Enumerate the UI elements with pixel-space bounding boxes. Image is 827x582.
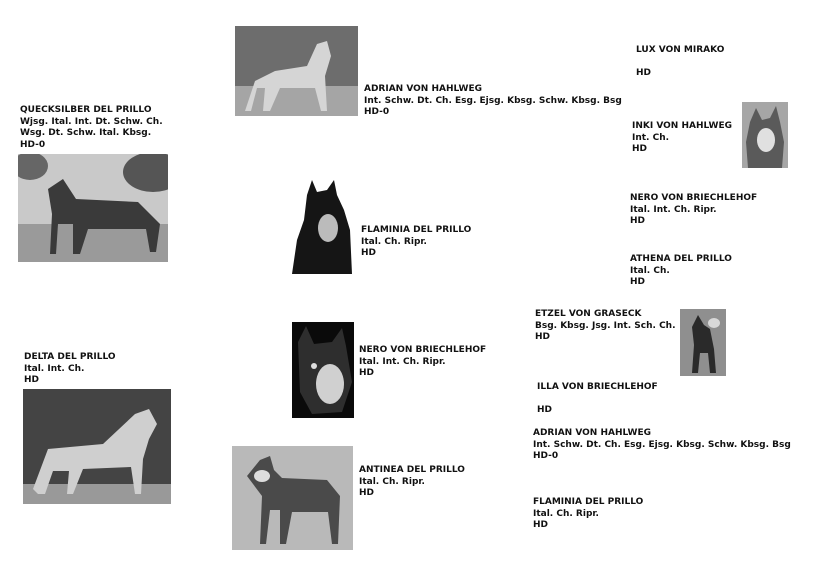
dog-name: LUX VON MIRAKO: [636, 45, 725, 55]
dog-name: FLAMINIA DEL PRILLO: [533, 497, 644, 507]
dog-entry-athena: [630, 254, 732, 289]
dog-entry-adrian-2: [533, 428, 791, 463]
dog-hd: HD: [535, 332, 551, 342]
dog-entry-adrian: [364, 84, 622, 119]
dog-photo-nero: [292, 322, 354, 418]
dog-name: ETZEL VON GRASECK: [535, 309, 642, 319]
dog-titles: Ital. Ch. Ripr.: [359, 476, 425, 487]
dog-hd: HD: [630, 216, 646, 226]
dog-entry-quecksilber: [20, 105, 163, 151]
dog-titles: Wjsg. Ital. Int. Dt. Schw. Ch.: [20, 116, 163, 127]
dog-name: ADRIAN VON HAHLWEG: [533, 428, 651, 438]
dog-hd: HD-0: [364, 107, 390, 117]
dog-photo-adrian: [235, 26, 358, 116]
dog-hd: HD: [533, 520, 549, 530]
dog-titles: Wsg. Dt. Schw. Ital. Kbsg.: [20, 128, 152, 138]
dog-entry-nero-2: [630, 193, 757, 228]
dog-entry-illa: [537, 382, 658, 417]
dog-titles: Int. Ch.: [632, 132, 670, 143]
dog-hd: HD: [630, 277, 646, 287]
dog-entry-antinea: [359, 465, 465, 500]
dog-entry-lux: [636, 45, 724, 80]
dog-name: INKI VON HAHLWEG: [632, 121, 732, 131]
dog-titles: Bsg. Kbsg. Jsg. Int. Sch. Ch.: [535, 320, 676, 331]
dog-name: DELTA DEL PRILLO: [24, 352, 116, 362]
dog-hd: HD: [24, 375, 40, 385]
dog-photo-etzel: [680, 309, 726, 376]
dog-entry-delta: [24, 352, 116, 387]
dog-entry-flaminia: [361, 225, 471, 260]
dog-hd: HD: [537, 405, 553, 415]
dog-photo-flaminia: [292, 180, 357, 274]
dog-name: ADRIAN VON HAHLWEG: [364, 84, 482, 94]
dog-titles: Ital. Ch. Ripr.: [361, 236, 427, 247]
dog-photo-quecksilber: [18, 154, 168, 262]
dog-hd: HD: [359, 368, 375, 378]
dog-name: ATHENA DEL PRILLO: [630, 254, 732, 264]
dog-entry-flaminia-2: [533, 497, 643, 532]
dog-hd: HD: [359, 488, 375, 498]
dog-hd: HD-0: [20, 139, 46, 150]
dog-name: NERO VON BRIECHLEHOF: [359, 345, 487, 355]
dog-entry-etzel: [535, 309, 676, 344]
dog-name: ILLA VON BRIECHLEHOF: [537, 382, 658, 392]
dog-photo-delta: [23, 389, 171, 504]
dog-titles: Ital. Int. Ch. Ripr.: [630, 204, 717, 215]
dog-hd: HD: [636, 68, 652, 78]
dog-name: FLAMINIA DEL PRILLO: [361, 225, 472, 235]
dog-photo-antinea: [232, 446, 353, 550]
dog-hd: HD: [632, 144, 648, 154]
dog-name: NERO VON BRIECHLEHOF: [630, 193, 758, 203]
dog-entry-nero: [359, 345, 486, 380]
dog-titles: Ital. Ch. Ripr.: [533, 508, 599, 519]
dog-hd: HD: [361, 248, 377, 258]
dog-name: ANTINEA DEL PRILLO: [359, 465, 465, 475]
dog-titles: Int. Schw. Dt. Ch. Esg. Ejsg. Kbsg. Schw. Kbsg. Bsg: [533, 439, 791, 450]
dog-name: QUECKSILBER DEL PRILLO: [20, 105, 152, 115]
dog-entry-inki: [632, 121, 732, 156]
dog-titles: Int. Schw. Dt. Ch. Esg. Ejsg. Kbsg. Schw. Kbsg. Bsg: [364, 95, 622, 106]
dog-titles: Ital. Ch.: [630, 265, 670, 276]
dog-photo-inki: [742, 102, 788, 168]
dog-titles: Ital. Int. Ch.: [24, 363, 85, 374]
dog-hd: HD-0: [533, 451, 559, 461]
dog-titles: Ital. Int. Ch. Ripr.: [359, 356, 446, 367]
